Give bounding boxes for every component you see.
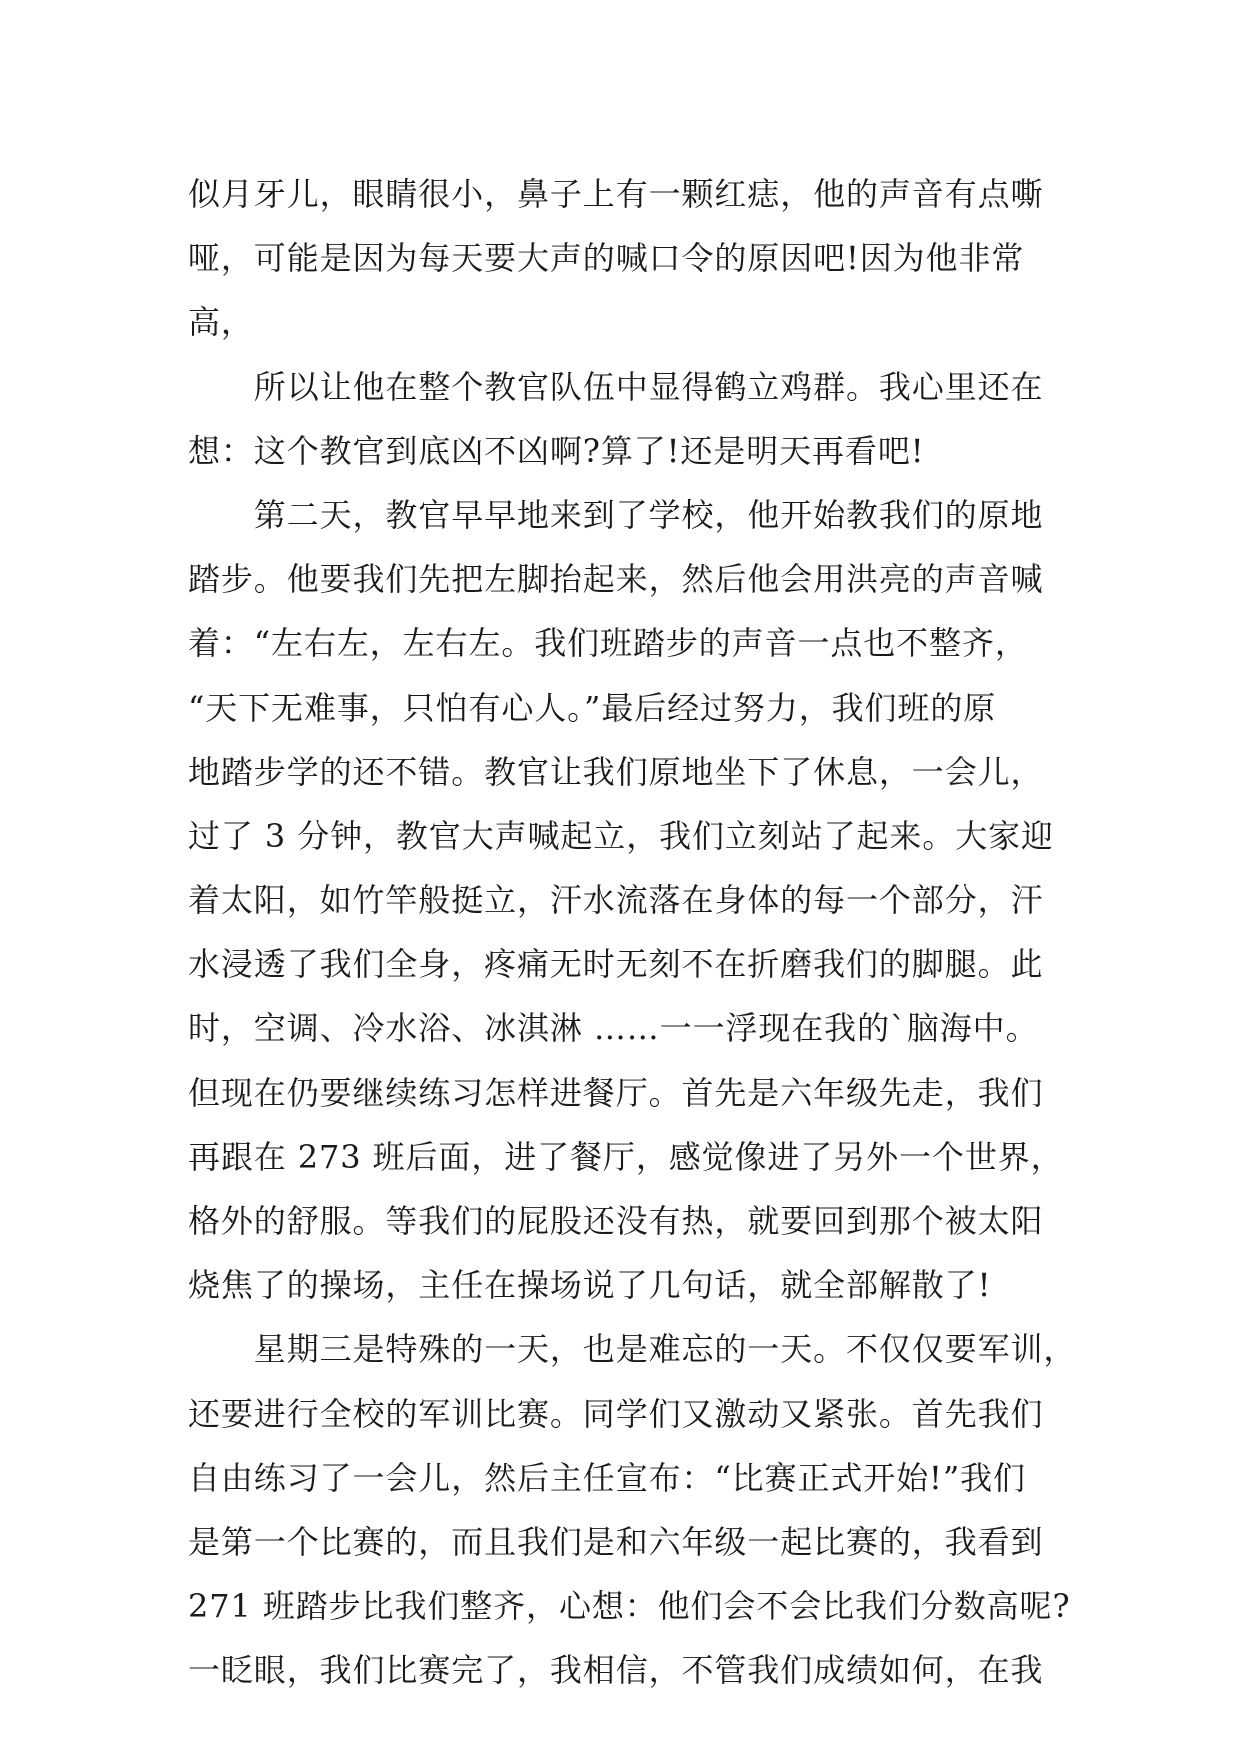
text-line: 所以让他在整个教官队伍中显得鹤立鸡群。我心里还在 — [188, 367, 1044, 406]
body-text — [188, 162, 1077, 1703]
text-line: 高， — [188, 303, 254, 342]
text-line: 想：这个教官到底凶不凶啊?算了!还是明天再看吧! — [188, 431, 925, 470]
text-line: 是第一个比赛的，而且我们是和六年级一起比赛的，我看到 — [188, 1522, 1044, 1561]
text-line: 一眨眼，我们比赛完了，我相信，不管我们成绩如何，在我 — [188, 1651, 1044, 1690]
text-line: 时，空调、冷水浴、冰淇淋 ……一一浮现在我的`脑海中。 — [188, 1009, 1039, 1048]
text-line: 踏步。他要我们先把左脚抬起来，然后他会用洪亮的声音喊 — [188, 560, 1044, 599]
text-line: 但现在仍要继续练习怎样进餐厅。首先是六年级先走，我们 — [188, 1073, 1044, 1112]
text-line: 过了 3 分钟，教官大声喊起立，我们立刻站了起来。大家迎 — [188, 816, 1054, 855]
text-line: 第二天，教官早早地来到了学校，他开始教我们的原地 — [188, 495, 1044, 534]
text-line: 着：“左右左，左右左。我们班踏步的声音一点也不整齐， — [188, 624, 1028, 663]
text-line: 似月牙儿，眼睛很小，鼻子上有一颗红痣，他的声音有点嘶 — [188, 175, 1044, 213]
text-line: 再跟在 273 班后面，进了餐厅，感觉像进了另外一个世界， — [188, 1137, 1064, 1176]
text-line: 271 班踏步比我们整齐，心想：他们会不会比我们分数高呢? — [188, 1587, 1071, 1626]
text-line: 自由练习了一会儿，然后主任宣布：“比赛正式开始!”我们 — [188, 1458, 1026, 1497]
text-line: 格外的舒服。等我们的屁股还没有热，就要回到那个被太阳 — [188, 1202, 1044, 1240]
text-line: 着太阳，如竹竿般挺立，汗水流落在身体的每一个部分，汗 — [188, 881, 1044, 920]
text-line: 地踏步学的还不错。教官让我们原地坐下了休息，一会儿， — [188, 752, 1044, 791]
text-line: 烧焦了的操场，主任在操场说了几句话，就全部解散了! — [188, 1266, 992, 1305]
text-line: 哑，可能是因为每天要大声的喊口令的原因吧!因为他非常 — [188, 239, 1025, 278]
text-line: 星期三是特殊的一天，也是难忘的一天。不仅仅要军训， — [188, 1330, 1077, 1369]
text-line: 还要进行全校的军训比赛。同学们又激动又紧张。首先我们 — [188, 1394, 1044, 1433]
text-line: “天下无难事，只怕有心人。”最后经过努力，我们班的原 — [188, 688, 997, 727]
text-line: 水浸透了我们全身，疼痛无时无刻不在折磨我们的脚腿。此 — [188, 945, 1044, 984]
